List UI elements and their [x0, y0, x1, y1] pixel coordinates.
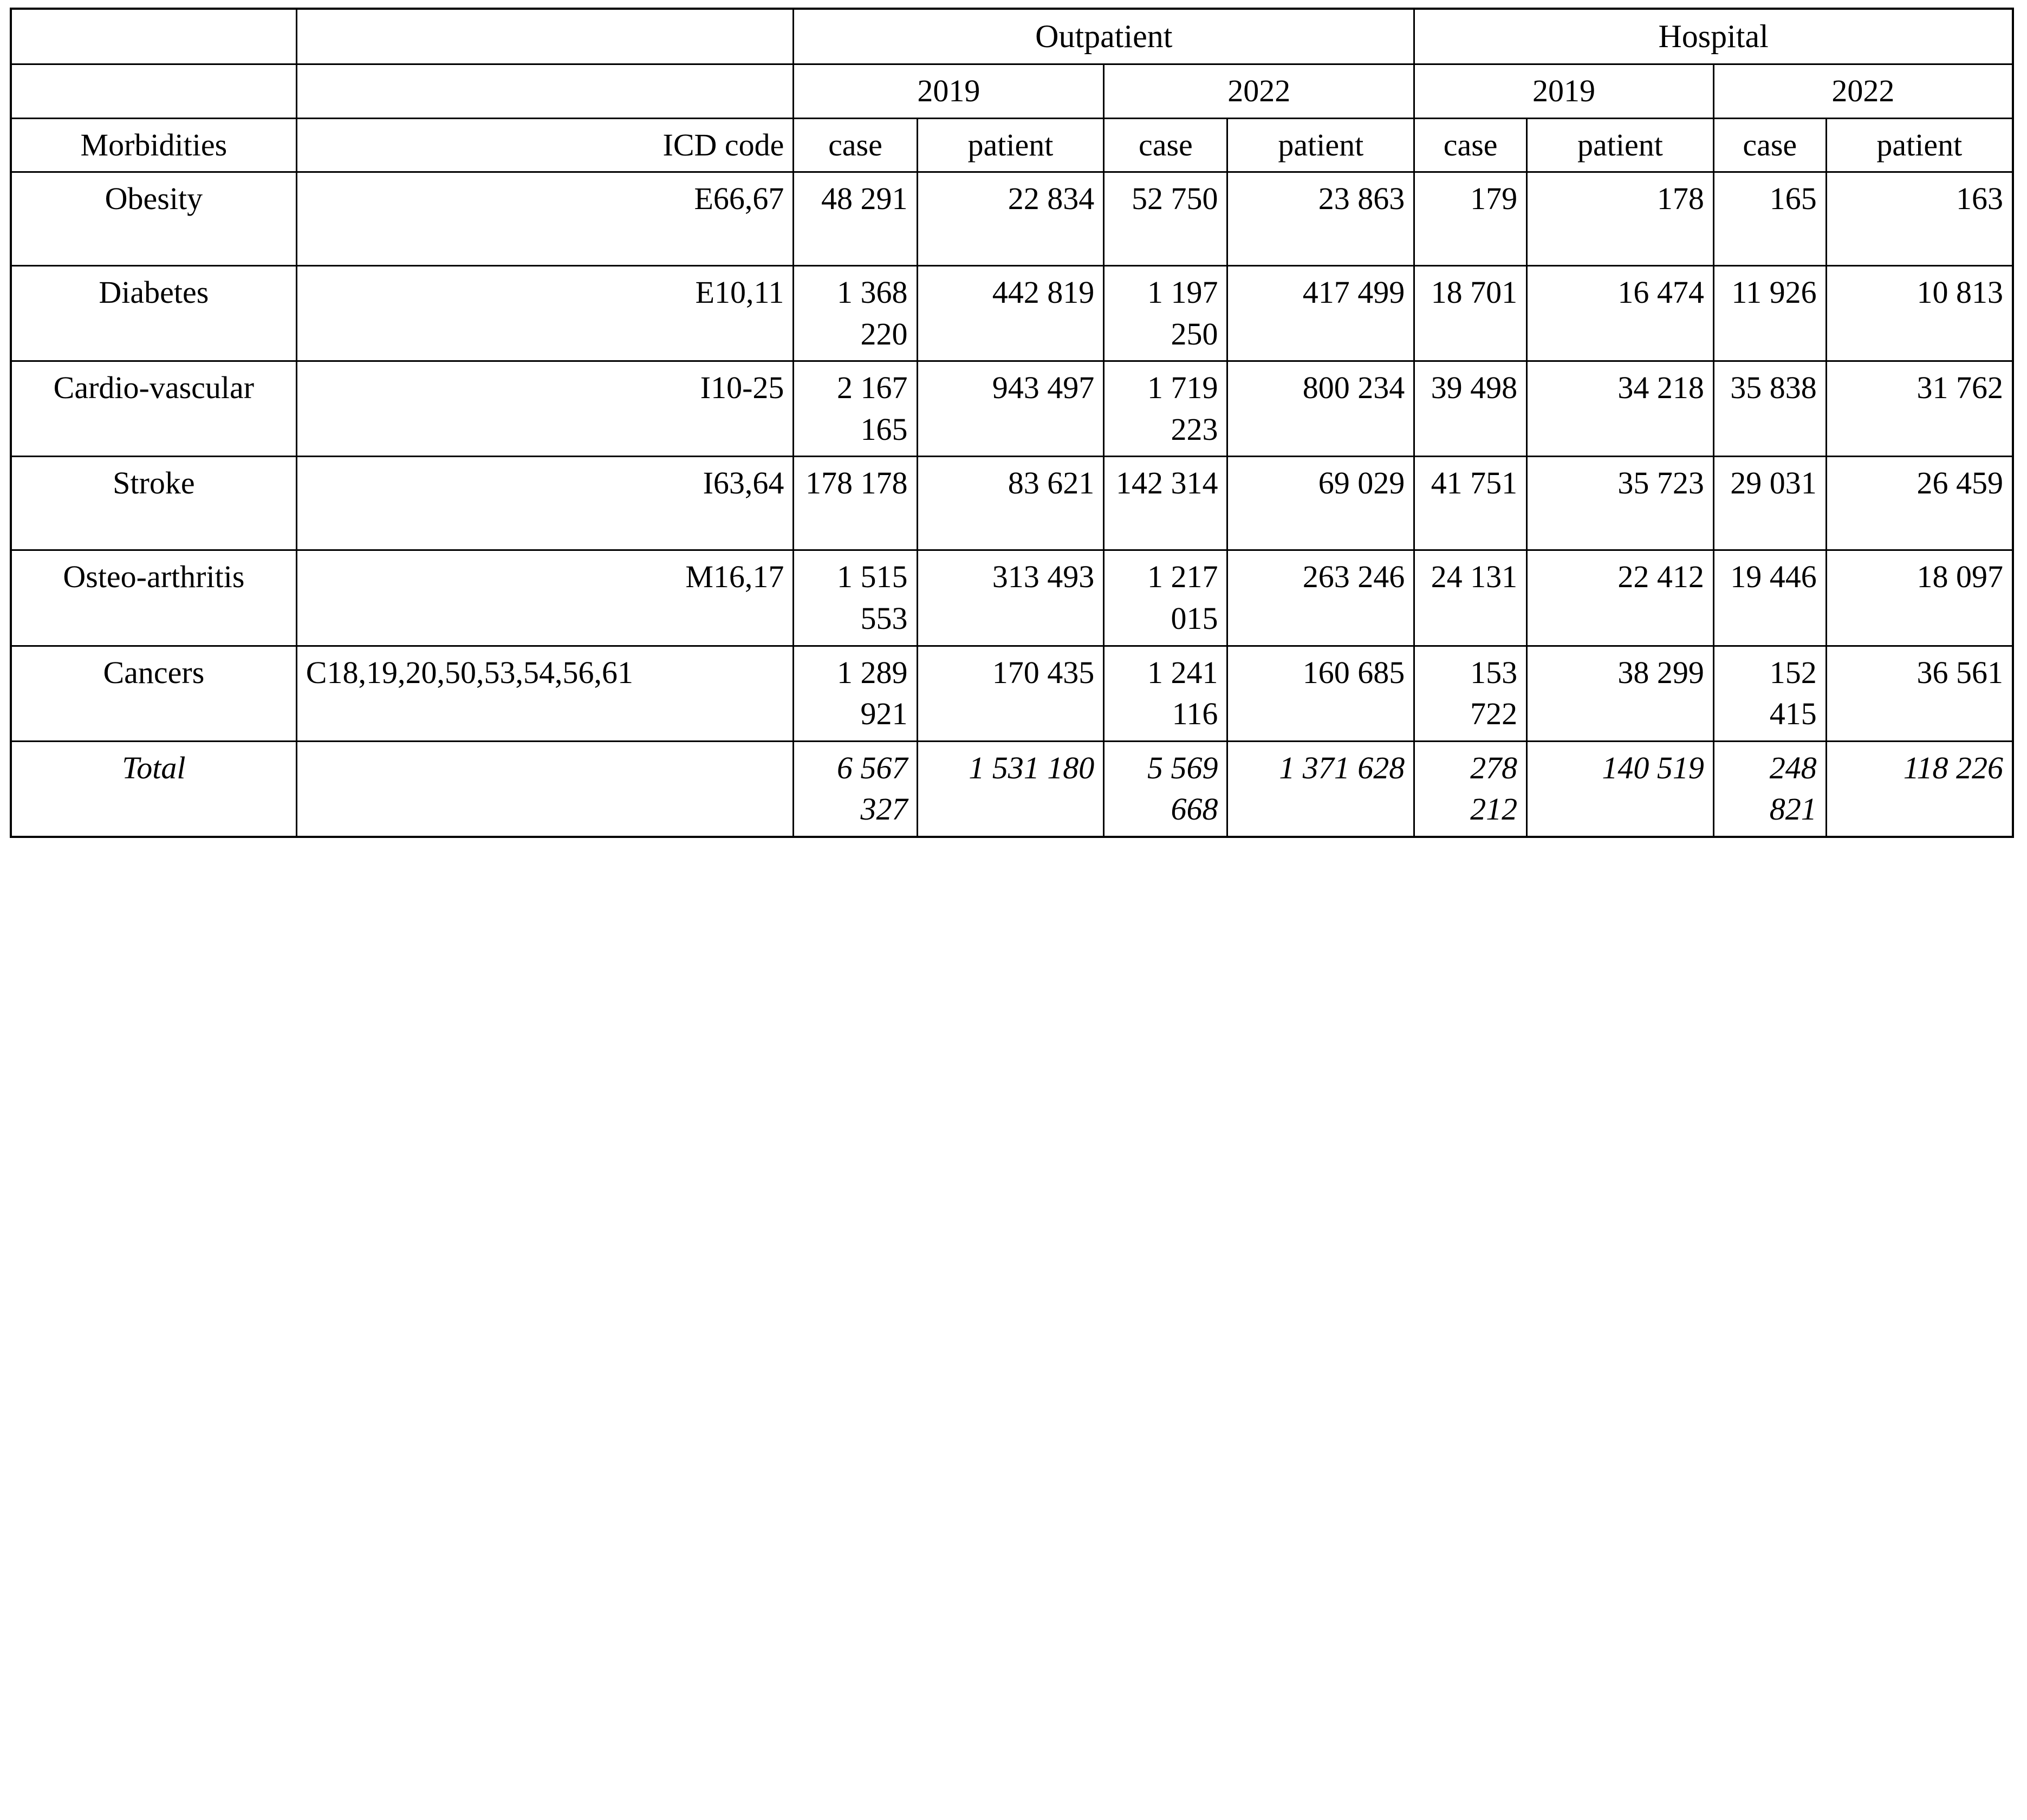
cell-cancers-outpatient-2019-patient: 170 435 [917, 646, 1104, 741]
column-header-patient-hospital-2022: patient [1826, 118, 2013, 172]
year-header-outpatient-2019: 2019 [794, 64, 1104, 119]
cell-cancers-hospital-2019-case: 153 722 [1414, 646, 1527, 741]
row-label-diabetes: Diabetes [11, 266, 296, 361]
table-total-row [11, 741, 2013, 837]
cell-diabetes-outpatient-2022-case: 1 197 250 [1104, 266, 1227, 361]
cell-cardiovascular-outpatient-2022-patient: 800 234 [1227, 361, 1414, 457]
row-label-stroke: Stroke [11, 457, 296, 550]
cell-icd-cancers: C18,19,20,50,53,54,56,61 [296, 646, 794, 741]
cell-icd-osteoarthritis: M16,17 [296, 550, 794, 646]
column-header-icd-code: ICD code [296, 118, 794, 172]
row-label-total: Total [11, 741, 296, 837]
cell-stroke-outpatient-2019-case: 178 178 [794, 457, 917, 550]
table-header-column-row [11, 118, 2013, 172]
cell-obesity-hospital-2019-case: 179 [1414, 172, 1527, 266]
corner-cell-empty-3 [11, 64, 296, 119]
cell-total-outpatient-2019-case: 6 567 327 [794, 741, 917, 837]
group-header-hospital: Hospital [1414, 9, 2013, 64]
cell-cardiovascular-hospital-2022-patient: 31 762 [1826, 361, 2013, 457]
cell-stroke-outpatient-2022-case: 142 314 [1104, 457, 1227, 550]
cell-icd-diabetes: E10,11 [296, 266, 794, 361]
cell-cancers-outpatient-2019-case: 1 289 921 [794, 646, 917, 741]
year-header-hospital-2022: 2022 [1713, 64, 2013, 119]
cell-icd-obesity: E66,67 [296, 172, 794, 266]
cell-stroke-outpatient-2019-patient: 83 621 [917, 457, 1104, 550]
cell-stroke-hospital-2019-case: 41 751 [1414, 457, 1527, 550]
table-row [11, 646, 2013, 741]
cell-cardiovascular-hospital-2019-patient: 34 218 [1527, 361, 1714, 457]
cell-icd-total [296, 741, 794, 837]
cell-cardiovascular-outpatient-2019-patient: 943 497 [917, 361, 1104, 457]
cell-cardiovascular-hospital-2022-case: 35 838 [1713, 361, 1826, 457]
table-header-group-row [11, 9, 2013, 64]
cell-osteoarthritis-hospital-2019-case: 24 131 [1414, 550, 1527, 646]
corner-cell-empty-2 [296, 9, 794, 64]
cell-osteoarthritis-outpatient-2019-case: 1 515 553 [794, 550, 917, 646]
cell-cancers-hospital-2022-patient: 36 561 [1826, 646, 2013, 741]
cell-total-outpatient-2022-case: 5 569 668 [1104, 741, 1227, 837]
cell-diabetes-outpatient-2019-patient: 442 819 [917, 266, 1104, 361]
cell-osteoarthritis-hospital-2022-patient: 18 097 [1826, 550, 2013, 646]
cell-obesity-hospital-2019-patient: 178 [1527, 172, 1714, 266]
cell-osteoarthritis-outpatient-2022-patient: 263 246 [1227, 550, 1414, 646]
cell-diabetes-outpatient-2022-patient: 417 499 [1227, 266, 1414, 361]
cell-cancers-outpatient-2022-patient: 160 685 [1227, 646, 1414, 741]
cell-total-outpatient-2019-patient: 1 531 180 [917, 741, 1104, 837]
cell-total-outpatient-2022-patient: 1 371 628 [1227, 741, 1414, 837]
cell-cardiovascular-outpatient-2019-case: 2 167 165 [794, 361, 917, 457]
table-row [11, 172, 2013, 266]
column-header-patient-outpatient-2019: patient [917, 118, 1104, 172]
cell-diabetes-hospital-2022-case: 11 926 [1713, 266, 1826, 361]
cell-cardiovascular-hospital-2019-case: 39 498 [1414, 361, 1527, 457]
cell-osteoarthritis-outpatient-2019-patient: 313 493 [917, 550, 1104, 646]
table-sheet [0, 0, 2027, 849]
cell-stroke-outpatient-2022-patient: 69 029 [1227, 457, 1414, 550]
group-header-outpatient: Outpatient [794, 9, 1414, 64]
cell-icd-stroke: I63,64 [296, 457, 794, 550]
column-header-case-outpatient-2022: case [1104, 118, 1227, 172]
column-header-case-outpatient-2019: case [794, 118, 917, 172]
column-header-case-hospital-2022: case [1713, 118, 1826, 172]
table-header-year-row [11, 64, 2013, 119]
year-header-outpatient-2022: 2022 [1104, 64, 1414, 119]
cell-cancers-hospital-2022-case: 152 415 [1713, 646, 1826, 741]
column-header-case-hospital-2019: case [1414, 118, 1527, 172]
cell-obesity-outpatient-2019-case: 48 291 [794, 172, 917, 266]
cell-total-hospital-2022-patient: 118 226 [1826, 741, 2013, 837]
cell-diabetes-hospital-2019-case: 18 701 [1414, 266, 1527, 361]
column-header-patient-outpatient-2022: patient [1227, 118, 1414, 172]
corner-cell-empty-4 [296, 64, 794, 119]
year-header-hospital-2019: 2019 [1414, 64, 1714, 119]
cell-cancers-hospital-2019-patient: 38 299 [1527, 646, 1714, 741]
cell-obesity-outpatient-2022-case: 52 750 [1104, 172, 1227, 266]
cell-icd-cardiovascular: I10-25 [296, 361, 794, 457]
cell-total-hospital-2019-case: 278 212 [1414, 741, 1527, 837]
cell-diabetes-outpatient-2019-case: 1 368 220 [794, 266, 917, 361]
cell-diabetes-hospital-2019-patient: 16 474 [1527, 266, 1714, 361]
cell-cancers-outpatient-2022-case: 1 241 116 [1104, 646, 1227, 741]
morbidity-statistics-table [10, 8, 2014, 838]
cell-obesity-outpatient-2019-patient: 22 834 [917, 172, 1104, 266]
table-row [11, 550, 2013, 646]
row-label-obesity: Obesity [11, 172, 296, 266]
cell-stroke-hospital-2019-patient: 35 723 [1527, 457, 1714, 550]
cell-osteoarthritis-hospital-2022-case: 19 446 [1713, 550, 1826, 646]
cell-stroke-hospital-2022-case: 29 031 [1713, 457, 1826, 550]
table-row [11, 266, 2013, 361]
cell-osteoarthritis-outpatient-2022-case: 1 217 015 [1104, 550, 1227, 646]
column-header-morbidities: Morbidities [11, 118, 296, 172]
table-row [11, 361, 2013, 457]
cell-stroke-hospital-2022-patient: 26 459 [1826, 457, 2013, 550]
row-label-cancers: Cancers [11, 646, 296, 741]
cell-cardiovascular-outpatient-2022-case: 1 719 223 [1104, 361, 1227, 457]
column-header-patient-hospital-2019: patient [1527, 118, 1714, 172]
row-label-osteoarthritis: Osteo-arthritis [11, 550, 296, 646]
corner-cell-empty-1 [11, 9, 296, 64]
cell-osteoarthritis-hospital-2019-patient: 22 412 [1527, 550, 1714, 646]
table-row [11, 457, 2013, 550]
cell-diabetes-hospital-2022-patient: 10 813 [1826, 266, 2013, 361]
cell-obesity-outpatient-2022-patient: 23 863 [1227, 172, 1414, 266]
cell-obesity-hospital-2022-case: 165 [1713, 172, 1826, 266]
cell-total-hospital-2022-case: 248 821 [1713, 741, 1826, 837]
cell-obesity-hospital-2022-patient: 163 [1826, 172, 2013, 266]
cell-total-hospital-2019-patient: 140 519 [1527, 741, 1714, 837]
row-label-cardiovascular: Cardio-vascular [11, 361, 296, 457]
